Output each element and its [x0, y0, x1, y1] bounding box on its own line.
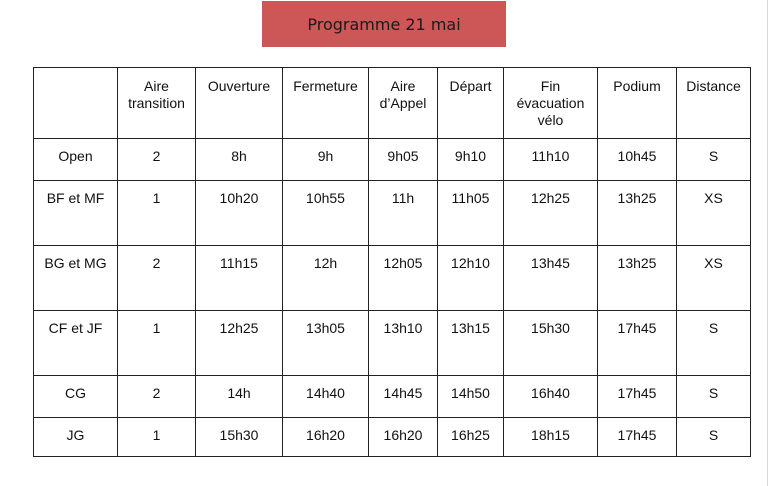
header-label: Aire transition — [128, 78, 185, 111]
table-cell-podium: 17h45 — [598, 376, 677, 418]
table-cell-depart: 11h05 — [438, 181, 504, 246]
table-cell-depart: 9h10 — [438, 139, 504, 181]
table-cell-ouverture: 14h — [196, 376, 283, 418]
table-cell-distance: S — [677, 376, 751, 418]
table-cell-distance: XS — [677, 246, 751, 311]
table-cell-depart: 12h10 — [438, 246, 504, 311]
table-header-row — [34, 68, 751, 139]
header-cell-ouverture — [196, 68, 283, 139]
table-cell-category: BG et MG — [34, 246, 118, 311]
table-row — [34, 181, 751, 246]
header-label: Fermeture — [293, 78, 358, 94]
table-cell-depart: 16h25 — [438, 418, 504, 457]
table-cell-aire-appel: 12h05 — [369, 246, 438, 311]
table-cell-fin-evacuation: 18h15 — [504, 418, 598, 457]
table-cell-podium: 13h25 — [598, 246, 677, 311]
header-cell-fermeture — [283, 68, 369, 139]
table-row — [34, 376, 751, 418]
table-cell-ouverture: 11h15 — [196, 246, 283, 311]
table-cell-podium: 17h45 — [598, 311, 677, 376]
table-cell-aire-appel: 11h — [369, 181, 438, 246]
table-cell-fin-evacuation: 15h30 — [504, 311, 598, 376]
header-label: Aire d’Appel — [379, 78, 427, 111]
schedule-table — [33, 67, 751, 457]
table-cell-category: BF et MF — [34, 181, 118, 246]
table-cell-fin-evacuation: 13h45 — [504, 246, 598, 311]
header-cell-podium — [598, 68, 677, 139]
table-cell-podium: 13h25 — [598, 181, 677, 246]
table-cell-aire-transition: 1 — [118, 418, 196, 457]
table-cell-depart: 14h50 — [438, 376, 504, 418]
table-cell-aire-transition: 2 — [118, 376, 196, 418]
table-cell-fin-evacuation: 16h40 — [504, 376, 598, 418]
table-cell-aire-transition: 1 — [118, 181, 196, 246]
table-cell-category: CF et JF — [34, 311, 118, 376]
table-row — [34, 246, 751, 311]
table-row — [34, 418, 751, 457]
table-cell-ouverture: 10h20 — [196, 181, 283, 246]
header-cell-aire-transition — [118, 68, 196, 139]
table-cell-distance: S — [677, 139, 751, 181]
table-cell-fermeture: 16h20 — [283, 418, 369, 457]
header-label: Fin évacuation vélo — [516, 78, 585, 128]
table-cell-ouverture: 12h25 — [196, 311, 283, 376]
header-cell-depart — [438, 68, 504, 139]
table-cell-distance: S — [677, 418, 751, 457]
page-title-text: Programme 21 mai — [307, 14, 461, 34]
table-cell-category: CG — [34, 376, 118, 418]
table-cell-fermeture: 12h — [283, 246, 369, 311]
header-label: Podium — [613, 78, 661, 94]
table-cell-category: JG — [34, 418, 118, 457]
table-cell-aire-appel: 13h10 — [369, 311, 438, 376]
table-cell-ouverture: 15h30 — [196, 418, 283, 457]
table-cell-fin-evacuation: 11h10 — [504, 139, 598, 181]
header-label: Distance — [686, 78, 741, 94]
table-cell-distance: XS — [677, 181, 751, 246]
table-cell-podium: 10h45 — [598, 139, 677, 181]
header-cell-empty — [34, 68, 118, 139]
table-cell-aire-appel: 14h45 — [369, 376, 438, 418]
header-cell-fin-evacuation-velo — [504, 68, 598, 139]
table-row — [34, 139, 751, 181]
table-cell-fermeture: 13h05 — [283, 311, 369, 376]
header-cell-aire-appel — [369, 68, 438, 139]
table-cell-ouverture: 8h — [196, 139, 283, 181]
table-cell-fermeture: 14h40 — [283, 376, 369, 418]
page-title — [262, 1, 506, 47]
table-cell-aire-appel: 9h05 — [369, 139, 438, 181]
table-row — [34, 311, 751, 376]
table-cell-category: Open — [34, 139, 118, 181]
table-cell-aire-appel: 16h20 — [369, 418, 438, 457]
table-cell-aire-transition: 1 — [118, 311, 196, 376]
table-cell-fermeture: 9h — [283, 139, 369, 181]
table-cell-aire-transition: 2 — [118, 139, 196, 181]
table-cell-depart: 13h15 — [438, 311, 504, 376]
table-cell-distance: S — [677, 311, 751, 376]
header-cell-distance — [677, 68, 751, 139]
table-cell-fermeture: 10h55 — [283, 181, 369, 246]
table-cell-aire-transition: 2 — [118, 246, 196, 311]
header-label: Ouverture — [207, 78, 271, 94]
table-cell-fin-evacuation: 12h25 — [504, 181, 598, 246]
header-label: Départ — [449, 78, 492, 94]
table-cell-podium: 17h45 — [598, 418, 677, 457]
